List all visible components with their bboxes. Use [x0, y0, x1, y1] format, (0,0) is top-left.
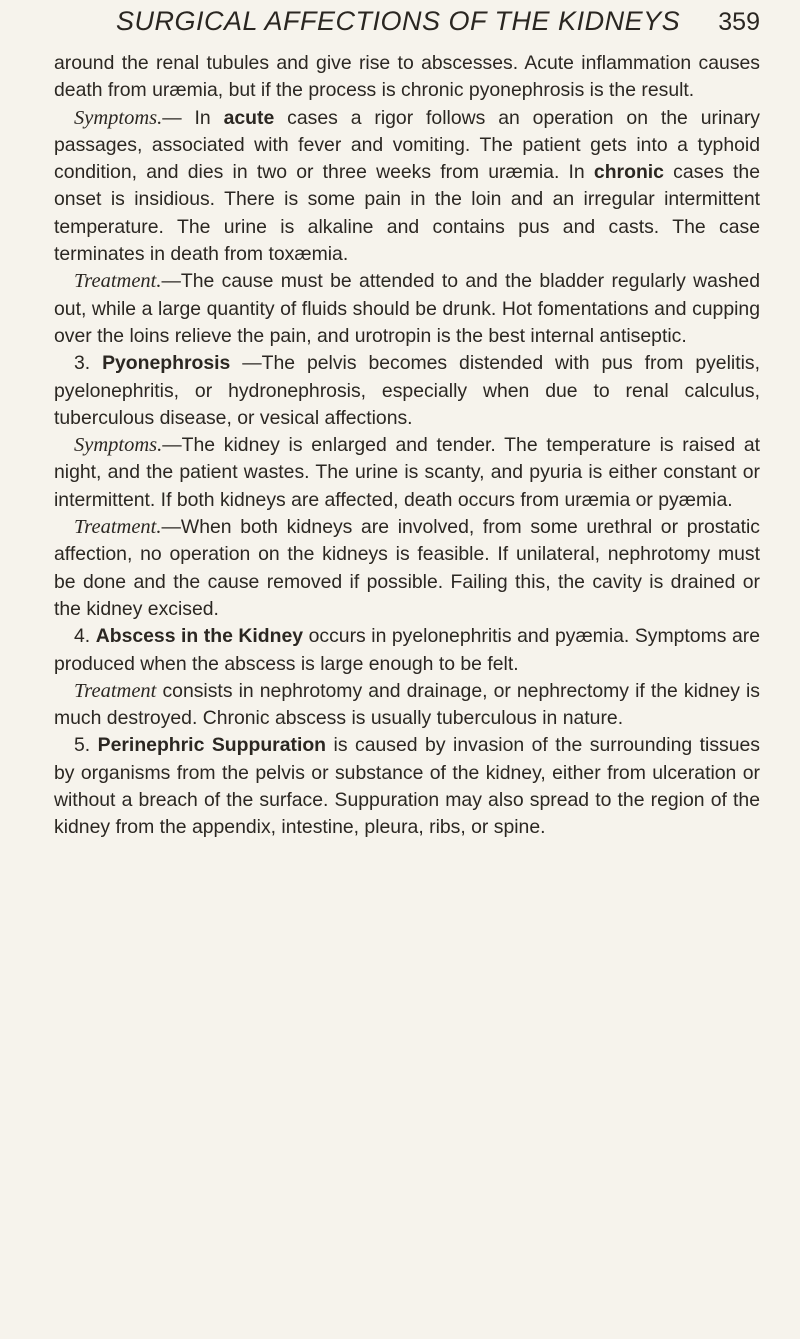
paragraph-treatment-pyelonephritis	[54, 268, 760, 350]
section-heading: Pyonephrosis	[102, 352, 231, 375]
paragraph-symptoms-pyonephrosis	[54, 432, 760, 514]
body-text	[54, 50, 760, 842]
running-title: SURGICAL AFFECTIONS OF THE KIDNEYS	[116, 6, 681, 36]
section-number: 3.	[74, 352, 103, 375]
paragraph-treatment-abscess	[54, 678, 760, 733]
page-number: 359	[718, 8, 760, 36]
section-abscess-in-kidney	[54, 623, 760, 678]
symptoms-label: Symptoms.	[74, 434, 163, 457]
symptoms-text: —The kidney is enlarged and tender. The temperature is raised at night, and the patient wastes. The urine is scanty, and pyuria is either constant or intermittent. If both kidneys are affected, death occurs from uræmia or pyæmia.	[54, 434, 760, 511]
section-pyonephrosis	[54, 350, 760, 432]
section-text: occurs in pyelonephritis and pyæmia. Symptoms are produced when the abscess is large enough to be felt.	[54, 625, 761, 675]
section-text: is caused by invasion of the surrounding tissues by organisms from the pelvis or substance of the kidney, either from ulceration or without a breach of the surface. Suppuration may also spread to the region of the kidney from the appendix, intestine, pleura, ribs, or spine.	[54, 734, 761, 839]
section-heading: Abscess in the Kidney	[95, 625, 304, 648]
treatment-label: Treatment.	[74, 516, 162, 539]
section-heading: Perinephric Suppuration	[97, 734, 327, 757]
treatment-label: Treatment.	[74, 270, 162, 293]
treatment-text: —When both kidneys are involved, from some urethral or prostatic affection, no operation on the kidneys is feasible. If unilateral, nephrotomy must be done and the cause removed if possible. Failing this, the cavity is drained or the kidney excised.	[54, 516, 760, 620]
section-perinephric-suppuration	[54, 732, 760, 841]
symptoms-label: Symptoms.	[74, 106, 163, 129]
paragraph-treatment-pyonephrosis	[54, 514, 760, 623]
intro-text: around the renal tubules and give rise to abscesses. Acute inflammation causes death from uræmia, but if the process is chronic pyonephrosis is the result.	[54, 52, 760, 102]
chronic-term: chronic	[593, 161, 664, 184]
running-head	[116, 6, 760, 37]
symptoms-text-a: — In	[162, 106, 224, 129]
paragraph-symptoms-pyelonephritis	[54, 105, 760, 269]
section-text: —The pelvis becomes distended with pus from pyelitis, pyelonephritis, or hydronephrosis, especially when due to renal calculus, tuberculous disease, or vesical affections.	[54, 352, 760, 429]
acute-term: acute	[223, 106, 275, 129]
section-number: 4.	[74, 625, 96, 648]
treatment-text: consists in nephrotomy and drainage, or nephrectomy if the kidney is much destroyed. Chronic abscess is usually tuberculous in nature.	[54, 679, 760, 730]
symptoms-text-c: cases the onset is insidious. There is some pain in the loin and an irregular intermittent temperature. The urine is alkaline and contains pus and casts. The case terminates in death from toxæmia.	[54, 161, 760, 266]
treatment-text: —The cause must be attended to and the bladder regularly washed out, while a large quantity of fluids should be drunk. Hot fomentations and cupping over the loins relieve the pain, and urotropin is the best internal antiseptic.	[54, 270, 760, 347]
symptoms-text-b: cases a rigor follows an operation on the urinary passages, associated with fever and vomiting. The patient gets into a typhoid condition, and dies in two or three weeks from uræmia. In	[54, 106, 760, 184]
section-number: 5.	[74, 734, 98, 757]
treatment-label: Treatment	[74, 679, 157, 702]
paragraph-intro	[54, 50, 760, 105]
